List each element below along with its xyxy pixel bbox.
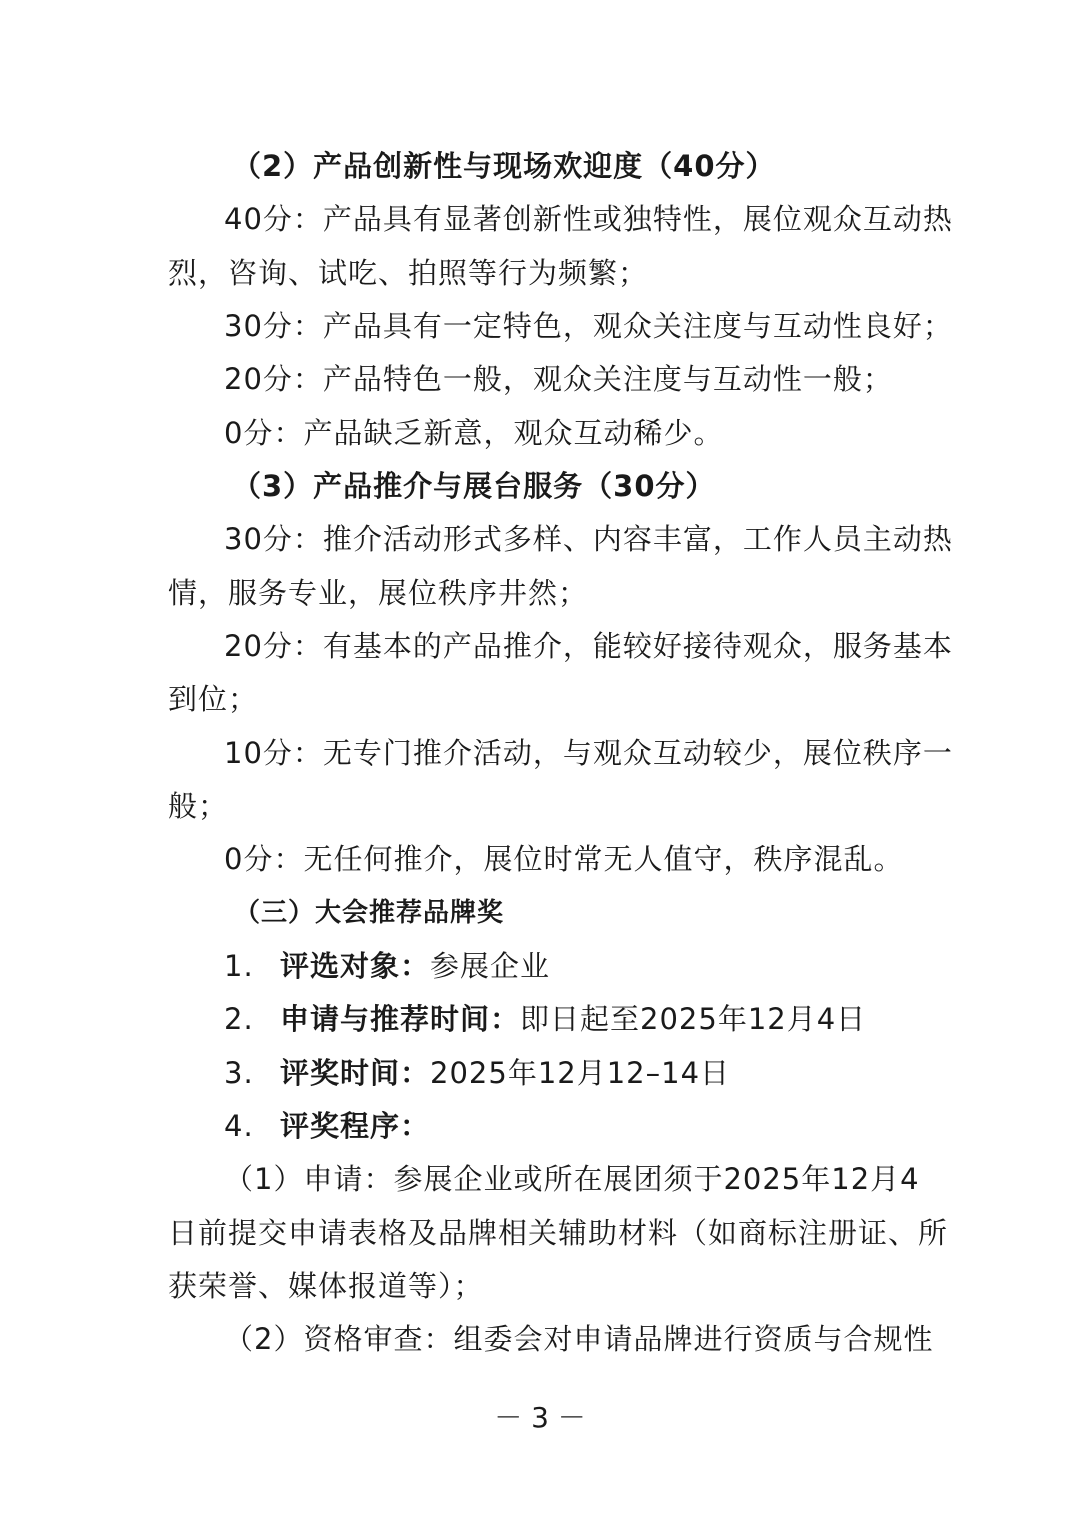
paragraph-line: （1）申请：参展企业或所在展团须于2025年12月4: [224, 1162, 920, 1196]
list-item: [224, 946, 984, 986]
section-heading-2: （2）产品创新性与现场欢迎度（40分）: [232, 149, 776, 183]
paragraph-line: 30分：推介活动形式多样、内容丰富，工作人员主动热: [224, 522, 953, 556]
list-number: 3.: [224, 1056, 254, 1090]
list-number: 4.: [224, 1109, 254, 1143]
paragraph-line: 0分：无任何推介，展位时常无人值守，秩序混乱。: [224, 842, 904, 876]
paragraph-line: 0分：产品缺乏新意，观众互动稀少。: [224, 416, 724, 450]
list-label: 申请与推荐时间：: [280, 1002, 521, 1036]
list-label: 评选对象：: [280, 949, 431, 983]
paragraph-line: 获荣誉、媒体报道等）；: [168, 1269, 484, 1303]
list-item: [224, 999, 984, 1039]
list-item: [224, 1053, 984, 1093]
paragraph-line: 到位；: [168, 682, 259, 716]
paragraph-line: 10分：无专门推介活动，与观众互动较少，展位秩序一: [224, 736, 953, 770]
paragraph-line: 30分：产品具有一定特色，观众关注度与互动性良好；: [224, 309, 953, 343]
list-value: 2025年12月12–14日: [430, 1056, 731, 1090]
page-number: － 3 －: [494, 1401, 586, 1434]
subsection-heading: （三）大会推荐品牌奖: [234, 898, 505, 928]
paragraph-line: 情，服务专业，展位秩序井然；: [168, 576, 589, 610]
paragraph-line: 般；: [168, 789, 229, 823]
paragraph-line: 20分：有基本的产品推介，能较好接待观众，服务基本: [224, 629, 953, 663]
list-value: 即日起至2025年12月4日: [520, 1002, 867, 1036]
paragraph-line: 40分：产品具有显著创新性或独特性，展位观众互动热: [224, 202, 953, 236]
list-label: 评奖时间：: [280, 1056, 431, 1090]
paragraph-line: 日前提交申请表格及品牌相关辅助材料（如商标注册证、所: [168, 1216, 949, 1250]
paragraph-line: 烈，咨询、试吃、拍照等行为频繁；: [168, 256, 649, 290]
list-number: 2.: [224, 1002, 254, 1036]
list-number: 1.: [224, 949, 254, 983]
list-label: 评奖程序：: [280, 1109, 431, 1143]
section-heading-3: （3）产品推介与展台服务（30分）: [232, 469, 716, 503]
list-value: 参展企业: [430, 949, 551, 983]
paragraph-line: （2）资格审查：组委会对申请品牌进行资质与合规性: [224, 1322, 934, 1356]
list-item: [224, 1106, 984, 1146]
paragraph-line: 20分：产品特色一般，观众关注度与互动性一般；: [224, 362, 893, 396]
